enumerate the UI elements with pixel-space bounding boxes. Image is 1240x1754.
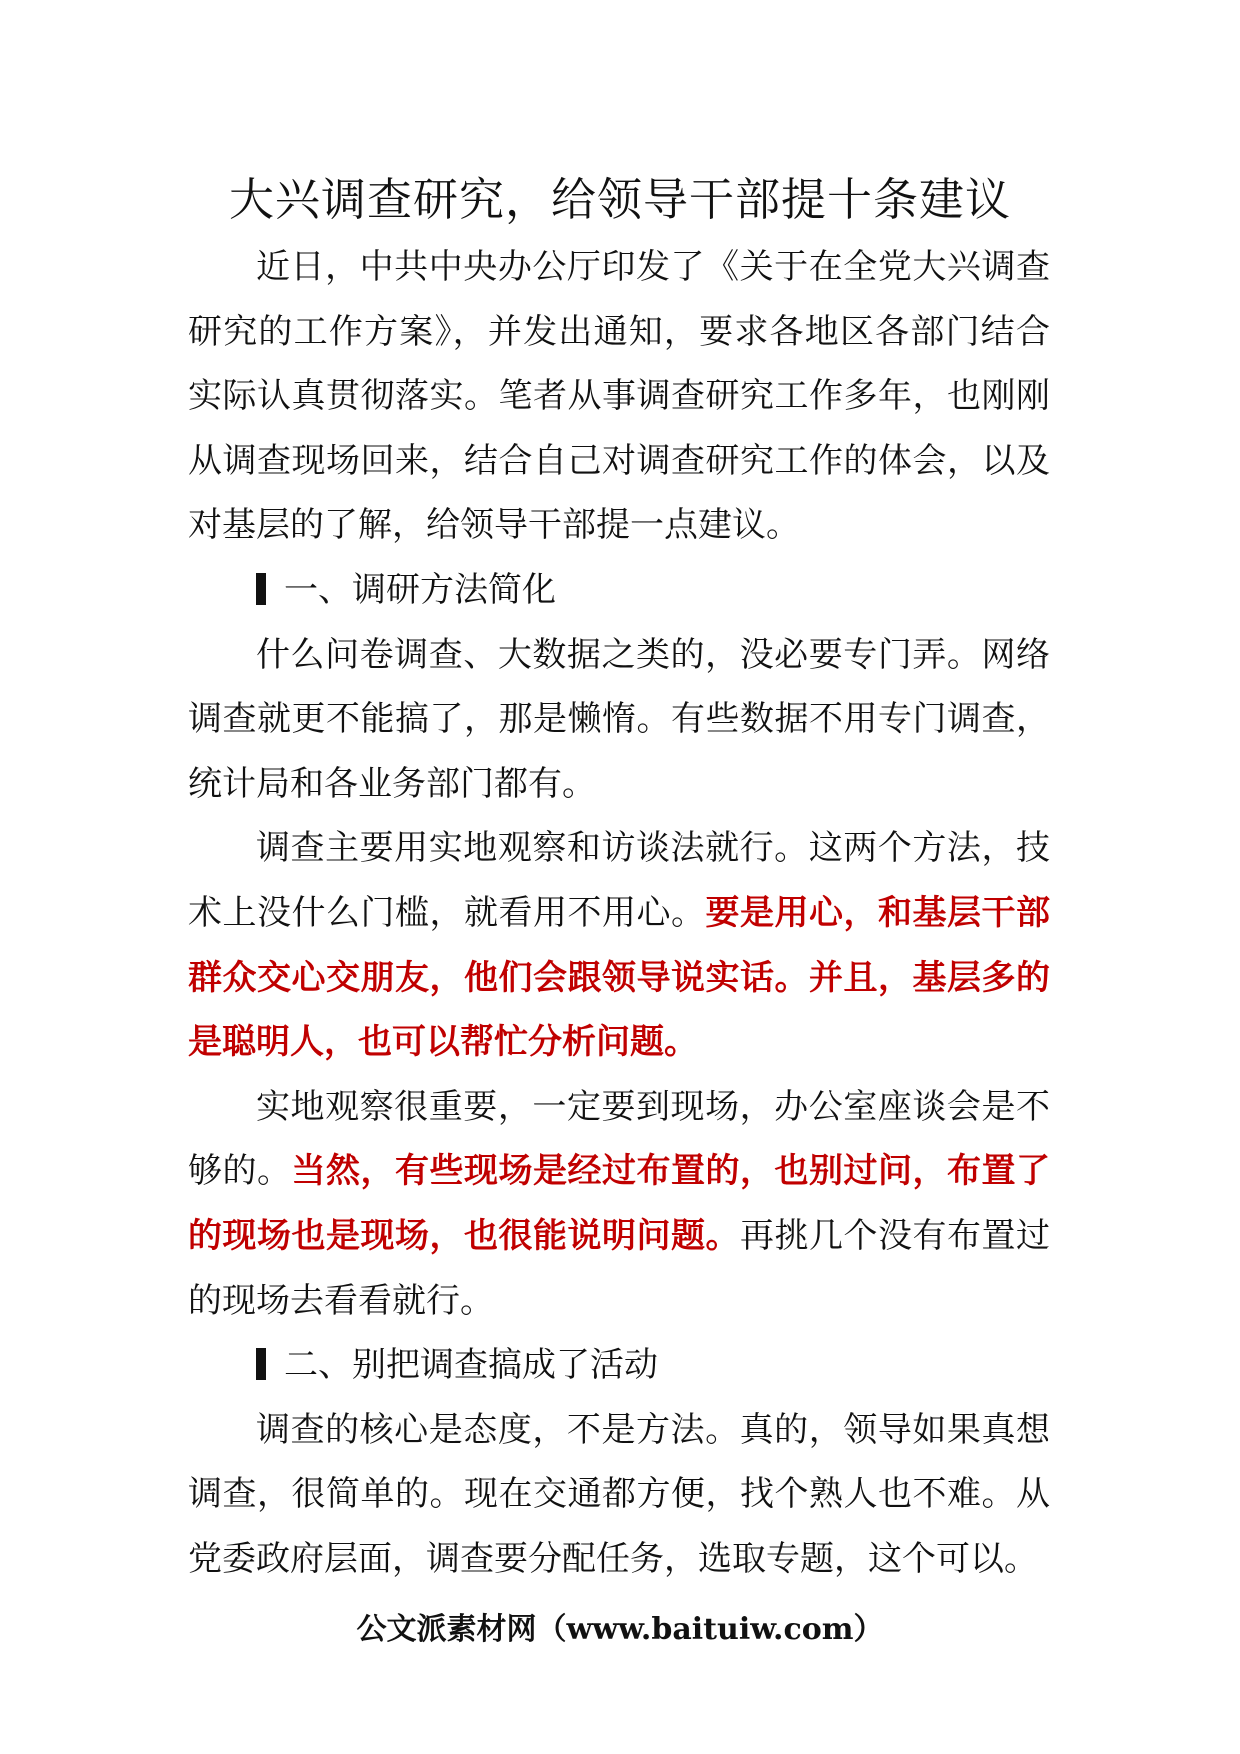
section1-paragraph-3-text-b: 再挑几个没有布置过的现场去看看就行。 <box>188 1215 1050 1321</box>
section1-paragraph-2 <box>188 816 1050 1074</box>
intro-paragraph: 近日，中共中央办公厅印发了《关于在全党大兴调查研究的工作方案》，并发出通知，要求各地区各部门结合实际认真贯彻落实。笔者从事调查研究工作多年，也刚刚从调查现场回来，结合自己对调查研究工作的体会，以及对基层的了解，给领导干部提一点建议。 <box>188 247 1050 546</box>
heading-bar-icon <box>256 573 266 605</box>
footer-source: 公文派素材网（www.baituiw.com） <box>356 1612 884 1647</box>
heading-bar-icon <box>256 1348 266 1380</box>
document-title: 大兴调查研究，给领导干部提十条建议 <box>228 173 1011 226</box>
section-heading-1-text: 一、调研方法简化 <box>284 569 556 610</box>
section1-paragraph-2-text: 调查主要用实地观察和访谈法就行。这两个方法，技术上没什么门槛，就看用不用心。 <box>188 828 1050 933</box>
section1-paragraph-3-highlight: 当然，有些现场是经过布置的，也别过问，布置了的现场也是现场，也很能说明问题。 <box>188 1151 1050 1256</box>
section2-paragraph-1: 调查的核心是态度，不是方法。真的，领导如果真想调查，很简单的。现在交通都方便，找个熟人也不难。从党委政府层面，调查要分配任务，选取专题，这个可以。 <box>188 1409 1050 1579</box>
section1-paragraph-2-highlight: 要是用心，和基层干部群众交心交朋友，他们会跟领导说实话。并且，基层多的是聪明人，也可以帮忙分析问题。 <box>188 892 1050 1063</box>
document-body <box>188 235 1050 1591</box>
section-heading-1 <box>188 558 1050 623</box>
section1-paragraph-1: 什么问卷调查、大数据之类的，没必要专门弄。网络调查就更不能搞了，那是懒惰。有些数据不用专门调查，统计局和各业务部门都有。 <box>188 634 1050 804</box>
section-heading-2 <box>188 1333 1050 1398</box>
section1-paragraph-3 <box>188 1075 1050 1333</box>
section-heading-2-text: 二、别把调查搞成了活动 <box>284 1345 658 1386</box>
section1-paragraph-3-text-a: 实地观察很重要，一定要到现场，办公室座谈会是不够的。 <box>188 1086 1050 1192</box>
